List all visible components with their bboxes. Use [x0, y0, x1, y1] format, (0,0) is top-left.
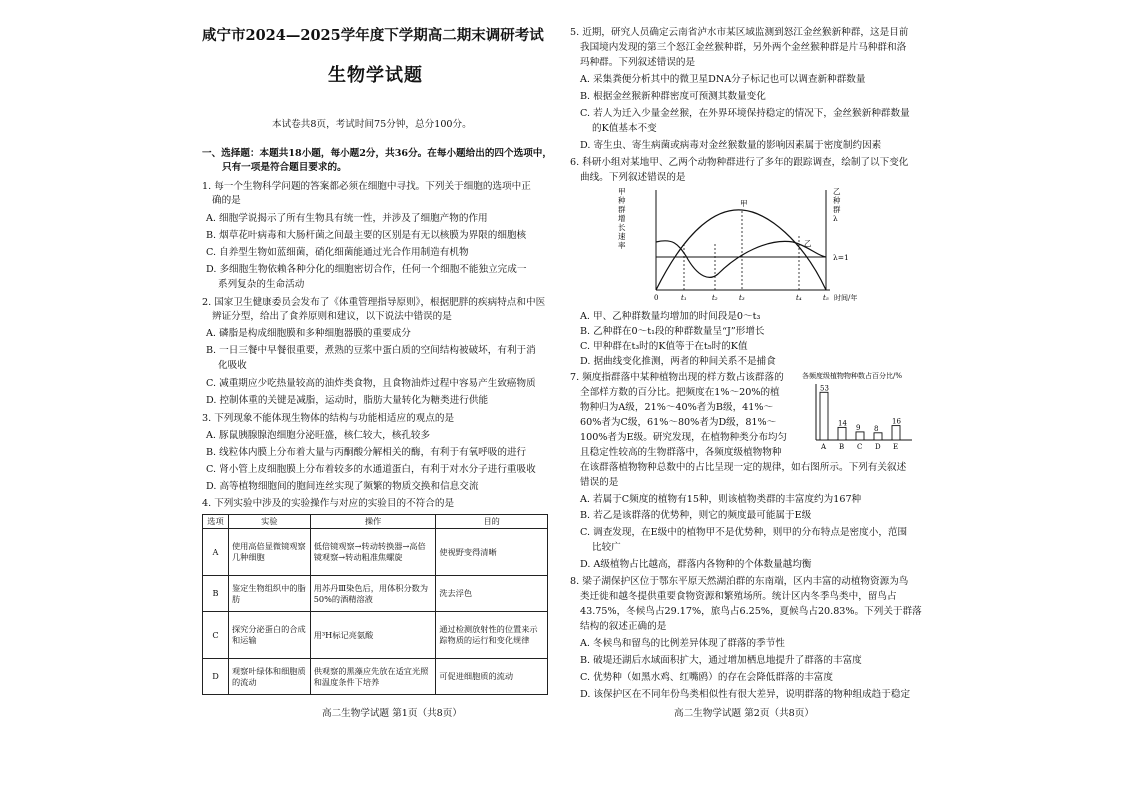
subject-title: 生物学试题: [328, 65, 423, 86]
fig6-y-right-char: 种: [833, 196, 841, 205]
q5-stem: 5. 近期，研究人员确定云南省泸水市某区域监测到怒江金丝猴新种群，这是目前: [570, 27, 909, 38]
fig6-tick-t2: t₂: [712, 294, 718, 302]
q1-stem: 1. 每一个生物科学问题的答案都必须在细胞中寻找。下列关于细胞的选项中正: [202, 181, 531, 192]
fig6-y-left-char: 种: [618, 196, 626, 205]
section-heading-cont: 只有一项是符合题目要求的。: [222, 162, 347, 173]
fig6-y-left-char: 增: [618, 214, 626, 223]
fig6-curve-yi: [656, 241, 826, 278]
row-purpose: 洗去浮色: [436, 576, 548, 612]
row-experiment: 使用高倍显微镜观察几种细胞: [228, 529, 310, 576]
q1-option-b: B. 烟草花叶病毒和大肠杆菌之间最主要的区别是有无以核膜为界限的细胞核: [206, 230, 527, 241]
q1-stem-cont: 确的是: [212, 195, 241, 206]
fig6-tick-t4: t₄: [796, 294, 802, 302]
q7-stem-cont: 60%者为C级，61%～80%者为D级，81%～: [580, 417, 777, 428]
row-purpose: 使视野变得清晰: [436, 529, 548, 576]
row-operation: 低倍镜观察→转动转换器→高倍镜观察→转动粗准焦螺旋: [310, 529, 436, 576]
fig6-x-label: 时间/年: [834, 294, 858, 302]
row-purpose: 可促进细胞质的流动: [436, 659, 548, 695]
q2-stem-cont: 辨证分型，给出了食养原则和建议，以下说法中错误的是: [212, 311, 452, 322]
fig6-tick-t1: t₁: [681, 294, 687, 302]
row-operation: 用³H标记亮氨酸: [310, 612, 436, 659]
header-option: 选项: [203, 515, 229, 529]
bar-A: [820, 392, 828, 440]
table-row: [203, 529, 548, 576]
bar-value-label: 9: [856, 423, 861, 432]
row-experiment: 探究分泌蛋白的合成和运输: [228, 612, 310, 659]
q2-stem: 2. 国家卫生健康委员会发布了《体重管理指导原则》，根据肥胖的疾病特点和中医: [202, 297, 546, 308]
fig6-y-left-char: 率: [618, 241, 626, 250]
page-1: [200, 0, 562, 794]
q2-option-a: A. 磷脂是构成细胞膜和多种细胞器膜的重要成分: [206, 328, 411, 339]
category-label: B: [839, 443, 845, 451]
header-experiment: 实验: [228, 515, 310, 529]
q8-stem-cont: 类迁徙和越冬提供重要食物资源和繁殖场所。统计区内冬季鸟类中，留鸟占: [580, 591, 897, 602]
fig6-label-yi: 乙: [804, 239, 812, 248]
fig6-label-jia: 甲: [740, 199, 748, 208]
q6-stem-cont: 曲线。下列叙述错误的是: [580, 172, 686, 183]
table-row: [203, 576, 548, 612]
category-label: C: [857, 443, 863, 451]
q7-stem-cont: 且稳定性较高的生物群落中，各频度级植物物种: [580, 447, 782, 458]
bar-D: [874, 433, 882, 440]
header-operation: 操作: [310, 515, 436, 529]
q1-option-c: C. 自养型生物如蓝细菌，硝化细菌能通过光合作用制造有机物: [206, 247, 469, 258]
q8-option-a: A. 冬候鸟和留鸟的比例差异体现了群落的季节性: [580, 638, 785, 649]
q5-option-c-cont: 的K值基本不变: [592, 123, 657, 134]
q7-option-b: B. 若乙是该群落的优势种，则它的频度最可能属于E级: [580, 510, 812, 521]
q3-option-a: A. 豚鼠胰腺腺泡细胞分泌旺盛，核仁较大，核孔较多: [206, 430, 431, 441]
fig6-tick-t3: t₃: [739, 294, 745, 302]
row-operation: 用苏丹Ⅲ染色后，用体积分数为50%的酒精溶液: [310, 576, 436, 612]
q3-option-b: B. 线粒体内膜上分布着大量与丙酮酸分解相关的酶，有利于有氧呼吸的进行: [206, 447, 527, 458]
page-1-footer: 高二生物学试题 第1页（共8页）: [322, 708, 462, 719]
q7-stem-cont: 物种归为A级，21%～40%者为B级，41%～: [580, 402, 774, 413]
bar-E: [892, 426, 900, 440]
q7-stem-cont: 错误的是: [580, 477, 619, 488]
fig6-y-right-label: [833, 187, 843, 223]
q7-stem: 7. 频度指群落中某种植物出现的样方数占该群落的: [570, 372, 784, 383]
section-heading: 一、选择题：本题共18小题，每小题2分，共36分。在每小题给出的四个选项中，: [202, 148, 552, 159]
fig6-y-left-char: 甲: [618, 187, 626, 196]
row-experiment: 观察叶绿体和细胞质的流动: [228, 659, 310, 695]
row-operation: 供观察的黑藻应先放在适宜光照和温度条件下培养: [310, 659, 436, 695]
exam-title: 咸宁市2024—2025学年度下学期高二期末调研考试: [202, 27, 544, 44]
fig6-y-right-char: 群: [833, 205, 841, 214]
q2-option-c: C. 减重期应少吃热量较高的油炸类食物，且食物油炸过程中容易产生致癌物质: [206, 378, 536, 389]
q3-option-c: C. 肾小管上皮细胞膜上分布着较多的水通道蛋白，有利于对水分子进行重吸收: [206, 464, 536, 475]
row-option: D: [203, 659, 229, 695]
page-2-footer: 高二生物学试题 第2页（共8页）: [674, 708, 814, 719]
page-2: [570, 0, 934, 794]
q6-option-d: D. 据曲线变化推测，两者的种间关系不是捕食: [580, 356, 776, 367]
q7-bar-chart: [802, 370, 934, 452]
table-row: [203, 612, 548, 659]
bar-C: [856, 432, 864, 440]
bar-value-label: 8: [874, 424, 879, 433]
table-header-row: [203, 515, 548, 529]
q1-option-d: D. 多细胞生物依赖各种分化的细胞密切合作，任何一个细胞不能独立完成一: [206, 264, 527, 275]
fig6-tick-t5: t₅: [823, 294, 829, 302]
bar-value-label: 14: [838, 419, 847, 428]
q4-stem: 4. 下列实验中涉及的实验操作与对应的实验目的不符合的是: [202, 498, 455, 509]
category-label: E: [893, 443, 899, 451]
q8-option-b: B. 破堤还湖后水域面积扩大，通过增加栖息地提升了群落的丰富度: [580, 655, 862, 666]
q1-option-d-cont: 系列复杂的生命活动: [218, 279, 305, 290]
category-label: A: [821, 443, 827, 451]
bar-B: [838, 427, 846, 440]
row-option: A: [203, 529, 229, 576]
q6-stem: 6. 科研小组对某地甲、乙两个动物种群进行了多年的跟踪调查，绘制了以下变化: [570, 157, 909, 168]
q6-figure: [618, 186, 880, 308]
q6-option-c: C. 甲种群在t₃时的K值等于在t₅时的K值: [580, 341, 748, 352]
q7-option-c: C. 调查发现，在E级中的植物甲不是优势种，则甲的分布特点是密度小，范围: [580, 527, 908, 538]
q7-option-c-cont: 比较广: [592, 542, 621, 553]
q3-option-d: D. 高等植物细胞间的胞间连丝实现了频繁的物质交换和信息交流: [206, 481, 479, 492]
bar-value-label: 16: [892, 417, 901, 426]
q1-option-a: A. 细胞学说揭示了所有生物具有统一性，并涉及了细胞产物的作用: [206, 213, 488, 224]
q2-option-d: D. 控制体重的关键是减脂，运动时，脂肪大量转化为糖类进行供能: [206, 395, 489, 406]
q5-option-b: B. 根据金丝猴新种群密度可预测其数量变化: [580, 91, 766, 102]
q7-option-d: D. A级植物占比越高，群落内各物种的个体数量越均衡: [580, 559, 812, 570]
q8-stem: 8. 梁子湖保护区位于鄂东平原天然湖泊群的东南端，区内丰富的动植物资源为鸟: [570, 576, 909, 587]
q5-option-d: D. 寄生虫、寄生病菌或病毒对金丝猴数量的影响因素属于密度制约因素: [580, 140, 882, 151]
q7-stem-cont: 在该群落植物物种总数中的占比呈现一定的规律，如右图所示。下列有关叙述: [580, 462, 907, 473]
q8-stem-cont: 43.75%，冬候鸟占29.17%，旅鸟占6.25%，夏候鸟占20.83%。下列关于群落: [580, 606, 922, 617]
q7-stem-cont: 全部样方数的百分比。把频度在1%～20%的植: [580, 387, 780, 398]
category-label: D: [875, 443, 881, 451]
fig6-y-right-char: λ: [833, 214, 838, 223]
q4-table: [202, 514, 548, 695]
header-purpose: 目的: [436, 515, 548, 529]
q5-option-a: A. 采集粪便分析其中的微卫星DNA分子标记也可以调查新种群数量: [580, 74, 866, 85]
fig6-tick-0: 0: [654, 294, 659, 302]
bar-value-label: 53: [820, 384, 829, 393]
row-option: C: [203, 612, 229, 659]
q8-option-c: C. 优势种（如黑水鸡、红嘴鸥）的存在会降低群落的丰富度: [580, 672, 833, 683]
q8-option-d: D. 该保护区在不同年份鸟类相似性有很大差异，说明群落的物种组成趋于稳定: [580, 689, 911, 700]
table-row: [203, 659, 548, 695]
fig6-y-left-char: 速: [618, 232, 626, 241]
row-experiment: 鉴定生物组织中的脂肪: [228, 576, 310, 612]
fig6-label-lambda: λ=1: [833, 253, 849, 262]
q8-stem-cont: 结构的叙述正确的是: [580, 621, 667, 632]
chart-title: 各频度级植物物种数占百分比/%: [802, 372, 903, 380]
q5-option-c: C. 若人为迁入少量金丝猴，在外界环境保持稳定的情况下，金丝猴新种群数量: [580, 108, 910, 119]
q7-stem-cont: 100%者为E级。研究发现，在植物种类分布均匀: [580, 432, 788, 443]
q7-option-a: A. 若属于C频度的植物有15种，则该植物类群的丰富度约为167种: [580, 494, 862, 505]
q6-option-a: A. 甲、乙种群数量均增加的时间段是0～t₃: [580, 311, 761, 322]
row-option: B: [203, 576, 229, 612]
fig6-y-left-char: 长: [618, 223, 626, 232]
q2-option-b-cont: 化吸收: [218, 360, 247, 371]
fig6-y-left-char: 群: [618, 205, 626, 214]
exam-info: 本试卷共8页，考试时间75分钟，总分100分。: [272, 119, 472, 130]
q3-stem: 3. 下列现象不能体现生物体的结构与功能相适应的观点的是: [202, 413, 455, 424]
q6-option-b: B. 乙种群在0～t₁段的种群数量呈“J”形增长: [580, 326, 765, 337]
fig6-y-left-label: [618, 187, 628, 250]
fig6-y-right-char: 乙: [833, 187, 841, 196]
row-purpose: 通过检测放射性的位置来示踪物质的运行和变化规律: [436, 612, 548, 659]
q5-stem-cont-2: 玛种群。下列叙述错误的是: [580, 57, 696, 68]
q5-stem-cont: 我国境内发现的第三个怒江金丝猴种群，另外两个金丝猴种群是片马种群和洛: [580, 42, 907, 53]
q2-option-b: B. 一日三餐中早餐很重要，煮熟的豆浆中蛋白质的空间结构被破坏，有利于消: [206, 345, 536, 356]
